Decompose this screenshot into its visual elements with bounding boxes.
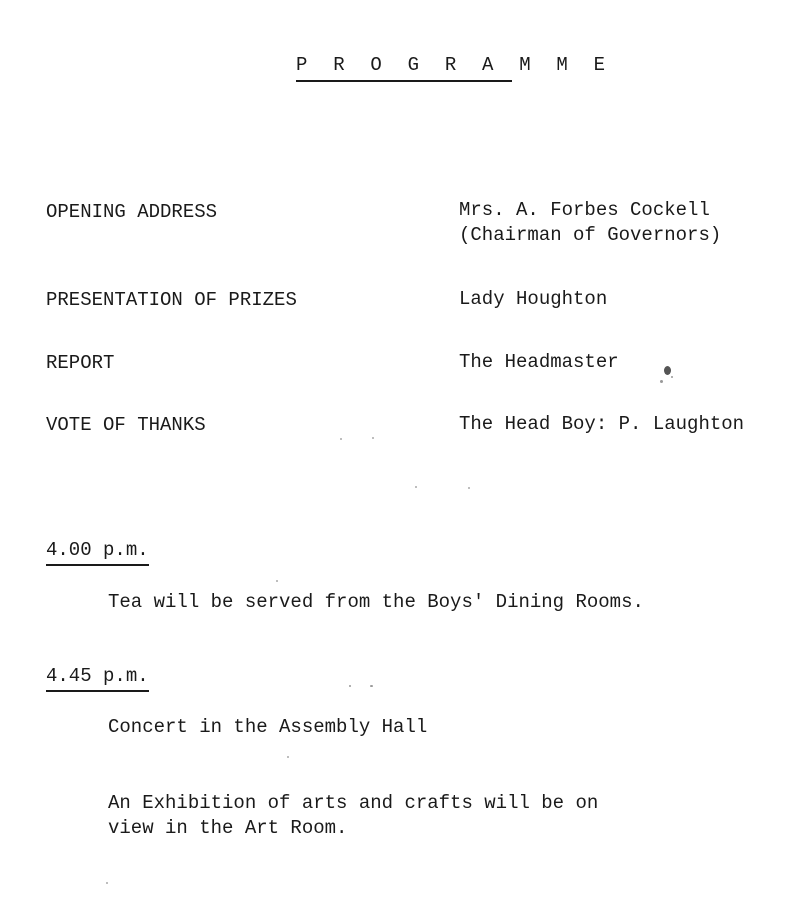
item-person-opening-address-note: (Chairman of Governors) xyxy=(459,224,722,246)
schedule-time-tea: 4.00 p.m. xyxy=(46,538,149,566)
schedule-time-concert: 4.45 p.m. xyxy=(46,664,149,692)
item-person-opening-address: Mrs. A. Forbes Cockell xyxy=(459,199,710,221)
item-person-vote-of-thanks: The Head Boy: P. Laughton xyxy=(459,413,745,435)
paper-speck xyxy=(276,580,278,582)
item-person-presentation-of-prizes: Lady Houghton xyxy=(459,288,608,310)
paper-speck xyxy=(287,756,289,758)
paper-speck xyxy=(415,486,417,488)
paper-speck xyxy=(671,376,673,378)
paper-speck xyxy=(340,438,342,440)
exhibition-text-line-1: An Exhibition of arts and crafts will be on xyxy=(108,792,599,814)
item-person-report: The Headmaster xyxy=(459,351,619,373)
item-role-vote-of-thanks: VOTE OF THANKS xyxy=(46,414,206,436)
paper-speck xyxy=(106,882,108,884)
item-role-opening-address: OPENING ADDRESS xyxy=(46,201,218,223)
item-role-report: REPORT xyxy=(46,352,115,374)
schedule-text-tea: Tea will be served from the Boys' Dining Rooms. xyxy=(108,591,644,613)
schedule-text-concert: Concert in the Assembly Hall xyxy=(108,716,428,738)
paper-speck xyxy=(349,685,351,687)
item-role-presentation-of-prizes: PRESENTATION OF PRIZES xyxy=(46,289,297,311)
exhibition-text-line-2: view in the Art Room. xyxy=(108,817,348,839)
programme-title: P R O G R A M M E xyxy=(296,52,512,82)
paper-speck xyxy=(660,380,663,383)
paper-speck xyxy=(468,487,470,489)
paper-speck xyxy=(370,685,373,687)
paper-speck xyxy=(372,437,374,439)
paper-speck xyxy=(664,366,671,375)
